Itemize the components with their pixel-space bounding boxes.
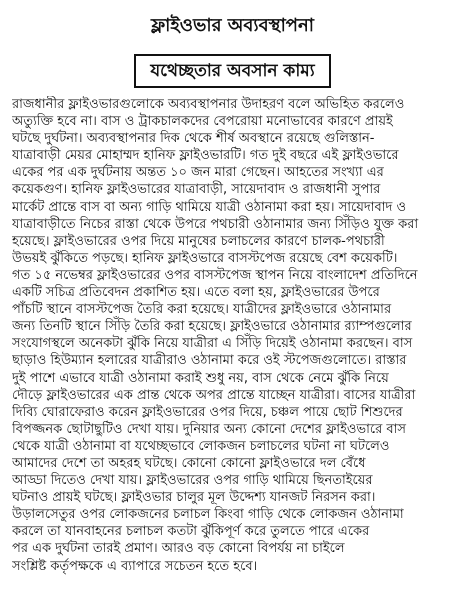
body-line: থেকে যাত্রী ওঠানামা বা যথেচ্ছভাবে লোকজন চলাচলের ঘটনা না ঘটলেও bbox=[12, 438, 390, 454]
body-line: দুই পাশে এভাবে যাত্রী ওঠানামা করাই শুধু নয়, বাস থেকে নেমে ঝুঁকি নিয়ে bbox=[12, 370, 389, 386]
body-line: কয়েকগুণ। হানিফ ফ্লাইওভারের যাত্রাবাড়ী, সায়েদাবাদ ও রাজধানী সুপার bbox=[12, 182, 381, 198]
body-line: সংযোগস্থলে অনেকটা ঝুঁকি নিয়ে যাত্রীরা এ সিঁড়ি দিয়েই ওঠানামা করছেন। বাস bbox=[12, 336, 413, 352]
body-line: যাত্রাবাড়ীতে নিচের রাস্তা থেকে উপরে পথচারী ওঠানামার জন্য সিঁড়িও যুক্ত করা bbox=[12, 216, 419, 232]
body-line: ঘটনাও প্রায়ই ঘটছে। ফ্লাইওভার চালুর মূল উদ্দেশ্য যানজট নিরসন করা। bbox=[12, 490, 376, 506]
body-line: আড্ডা দিতেও দেখা যায়। ফ্লাইওভারের ওপর গাড়ি থামিয়ে ছিনতাইয়ের bbox=[12, 473, 373, 489]
subheadline-wrapper bbox=[0, 54, 465, 88]
body-line: দৌড়ে ফ্লাইওভারের এক প্রান্ত থেকে অপর প্রান্তে যাচ্ছেন যাত্রীরা। বাসের যাত্রীরা bbox=[12, 387, 416, 403]
body-line: উড়ালসেতুর ওপর লোকজনের চলাচল কিংবা গাড়ি থেকে লোকজন ওঠানামা bbox=[12, 507, 404, 523]
body-line: গত ১৫ নভেম্বর ফ্লাইওভারের ওপর বাসস্টপেজ স্থাপন নিয়ে বাংলাদেশ প্রতিদিনে bbox=[12, 267, 418, 283]
body-line: একটি সচিত্র প্রতিবেদন প্রকাশিত হয়। এতে বলা হয়, ফ্লাইওভারের উপরে bbox=[12, 285, 380, 301]
body-line: একের পর এক দুর্ঘটনায় অন্তত ১০ জন মারা গেছেন। আহতের সংখ্যা এর bbox=[12, 165, 384, 181]
body-line: বিপজ্জনক ছোটাছুটিও দেখা যায়। দুনিয়ার অন্য কোনো দেশের ফ্লাইওভারে বাস bbox=[12, 421, 406, 437]
subheadline-box: যথেচ্ছতার অবসান কাম্য bbox=[134, 54, 330, 88]
headline: ফ্লাইওভার অব্যবস্থাপনা bbox=[151, 15, 314, 36]
body-line: ছাড়াও হিউম্যান হলারের যাত্রীরাও ওঠানামা করে ওই স্টপেজগুলোতে। রাস্তার bbox=[12, 353, 407, 369]
body-line: মার্কেট প্রান্তে বাস বা অন্য গাড়ি থামিয়ে যাত্রী ওঠানামা করা হয়। সায়েদাবাদ ও bbox=[12, 199, 407, 215]
body-line: হয়েছে। ফ্লাইওভারের ওপর দিয়ে মানুষের চলাচলের কারণে চালক-পথচারী bbox=[12, 233, 385, 249]
body-line: যাত্রাবাড়ী মেয়র মোহাম্মদ হানিফ ফ্লাইওভারটি। গত দুই বছরে এই ফ্লাইওভারে bbox=[12, 148, 399, 164]
body-line: রাজধানীর ফ্লাইওভারগুলোকে অব্যবস্থাপনার উদাহরণ বলে অভিহিত করলেও bbox=[12, 97, 405, 112]
body-line: ঘটছে দুর্ঘটনা। অব্যবস্থাপনার দিক থেকে শীর্ষ অবস্থানে রয়েছে গুলিস্তান- bbox=[12, 131, 375, 147]
body-line: আমাদের দেশে তা অহরহ ঘটছে। কোনো কোনো ফ্লাইওভারে দল বেঁধে bbox=[12, 455, 366, 471]
body-line: জন্য তিনটি স্থানে সিঁড়ি তৈরি করা হয়েছে। ফ্লাইওভারে ওঠানামার র‍্যাম্পগুলোর bbox=[12, 319, 412, 335]
body-line: সংশ্লিষ্ট কর্তৃপক্ষকে এ ব্যাপারে সচেতন হতে হবে। bbox=[12, 558, 258, 574]
body-line: পর এক দুর্ঘটনা তারই প্রমাণ। আরও বড় কোনো বিপর্যয় না চাইলে bbox=[12, 541, 345, 557]
body-line: উভয়ই ঝুঁকিতে পড়ছে। হানিফ ফ্লাইওভারে বাসস্টপেজ রয়েছে বেশ কয়েকটি। bbox=[12, 250, 398, 266]
body-line: পাঁচটি স্থানে বাসস্টপেজ তৈরি করা হয়েছে। যাত্রীদের ফ্লাইওভারে ওঠানামার bbox=[12, 302, 392, 318]
body-line: দিব্যি ঘোরাফেরাও করেন ফ্লাইওভারের ওপর দিয়ে, চঞ্চল পায়ে ছোট শিশুদের bbox=[12, 404, 403, 420]
body-line: করলে তা যানবাহনের চলাচল কতটা ঝুঁকিপূর্ণ করে তুলতে পারে একের bbox=[12, 524, 370, 540]
article-body bbox=[12, 96, 458, 611]
body-line: অত্যুক্তি হবে না। বাস ও ট্রাকচালকদের বেপরোয়া মনোভাবের কারণে প্রায়ই bbox=[12, 114, 393, 130]
article-header bbox=[0, 0, 465, 88]
